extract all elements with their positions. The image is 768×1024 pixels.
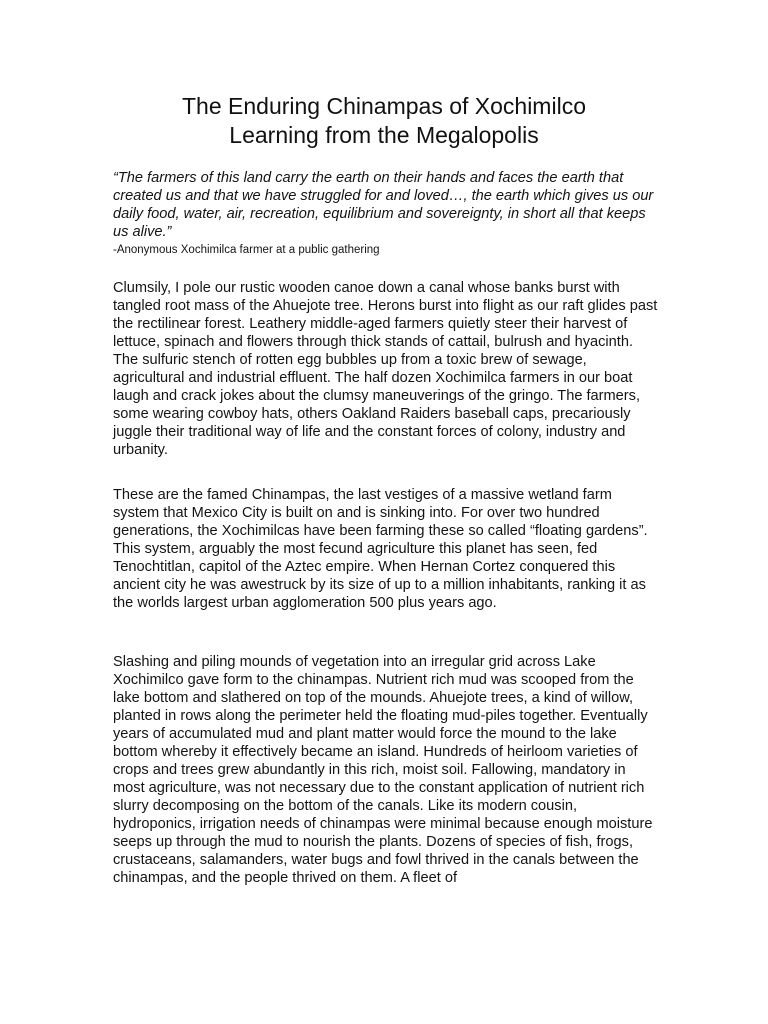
epigraph-attribution: -Anonymous Xochimilca farmer at a public gathering: [113, 244, 380, 256]
body-paragraph: Slashing and piling mounds of vegetation into an irregular grid across Lake Xochimilco gave form to the chinampas. Nutrient rich mud was scooped from the lake bottom and slathered on top of the mounds. Ahuejote trees, a kind of willow, planted in rows along the perimeter held the floating mud-piles together. Eventually years of accumulated mud and plant matter would force the mound to the lake bottom whereby it effectively became an island. Hundreds of heirloom varieties of crops and trees grew abundantly in this rich, moist soil. Fallowing, mandatory in most agriculture, was not necessary due to the constant application of nutrient rich slurry decomposing on the bottom of the canals. Like its modern cousin, hydroponics, irrigation needs of chinampas were minimal because enough moisture seeps up through the mud to nourish the plants. Dozens of species of fish, frogs, crustaceans, salamanders, water bugs and fowl thrived in the canals between the chinampas, and the people thrived on them. A fleet of: [113, 654, 653, 886]
page-title: The Enduring Chinampas of Xochimilco: [182, 93, 586, 119]
body-paragraph: These are the famed Chinampas, the last vestiges of a massive wetland farm system that Mexico City is built on and is sinking into. For over two hundred generations, the Xochimilcas have been farming these so called “floating gardens”. This system, arguably the most fecund agriculture this planet has seen, fed Tenochtitlan, capitol of the Aztec empire. When Hernan Cortez conquered this ancient city he was awestruck by its size of up to a million inhabitants, ranking it as the worlds largest urban agglomeration 500 plus years ago.: [113, 487, 648, 611]
body-paragraph: Clumsily, I pole our rustic wooden canoe down a canal whose banks burst with tangled root mass of the Ahuejote tree. Herons burst into flight as our raft glides past the rectilinear forest. Leathery middle-aged farmers quietly steer their harvest of lettuce, spinach and flowers through thick stands of cattail, bulrush and hyacinth. The sulfuric stench of rotten egg bubbles up from a toxic brew of sewage, agricultural and industrial effluent. The half dozen Xochimilca farmers in our boat laugh and crack jokes about the clumsy maneuverings of the gringo. The farmers, some wearing cowboy hats, others Oakland Raiders baseball caps, precariously juggle their traditional way of life and the constant forces of colony, industry and urbanity.: [113, 280, 658, 458]
epigraph-quote: “The farmers of this land carry the earth on their hands and faces the earth that created us and that we have struggled for and loved…, the earth which gives us our daily food, water, air, recreation, equilibrium and sovereignty, in short all that keeps us alive.”: [113, 170, 654, 240]
page-subtitle: Learning from the Megalopolis: [229, 122, 539, 148]
